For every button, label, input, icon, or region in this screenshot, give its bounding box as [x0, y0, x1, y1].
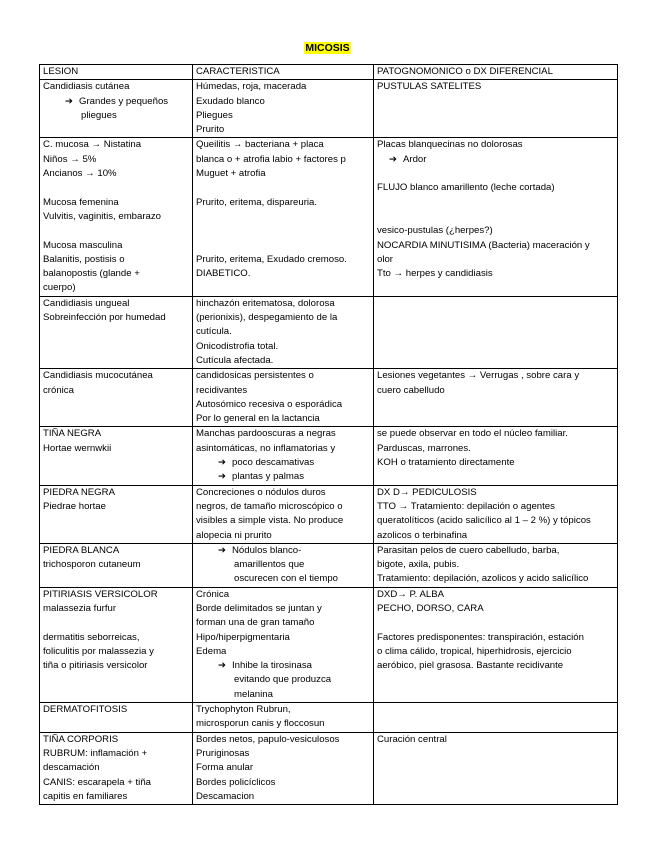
cell-text: DXD→ P. ALBA — [377, 588, 445, 600]
cell-text: Candidiasis ungueal — [43, 297, 130, 309]
cell-text: Borde delimitados se juntan y — [196, 602, 322, 614]
table-row — [40, 703, 618, 733]
cell-line — [196, 456, 370, 470]
cell-text: forman una de gran tamaño — [196, 617, 315, 629]
cell-text: negros, de tamaño microscópico o — [196, 500, 343, 512]
lesion-cell — [40, 703, 193, 733]
cell-line — [196, 80, 370, 94]
cell-line — [43, 602, 189, 616]
cell-text: Por lo general en la lactancia — [196, 413, 320, 425]
cell-text: CANIS: escarapela + tiña — [43, 776, 151, 788]
cell-line — [43, 153, 189, 167]
patognomonico-cell — [374, 543, 618, 587]
cell-line — [43, 544, 189, 558]
cell-line — [43, 369, 189, 383]
cell-line — [43, 253, 189, 267]
table-row — [40, 587, 618, 702]
cell-text: PIEDRA BLANCA — [43, 544, 120, 556]
arrow-right-icon: ➔ — [218, 471, 227, 483]
cell-line — [196, 500, 370, 514]
cell-text: hinchazón eritematosa, dolorosa — [196, 297, 335, 309]
cell-text: Bordes policíclicos — [196, 776, 276, 788]
cell-text: Vulvitis, vaginitis, embarazo — [43, 210, 162, 222]
cell-line — [196, 340, 370, 354]
cell-line — [196, 486, 370, 500]
cell-line — [43, 761, 189, 775]
cell-line — [377, 645, 614, 659]
cell-line — [43, 659, 189, 673]
cell-line — [43, 267, 189, 281]
cell-line — [196, 544, 370, 558]
cell-line — [377, 384, 614, 398]
cell-text: Candidiasis mucocutánea — [43, 370, 153, 382]
patognomonico-cell — [374, 80, 618, 138]
cell-line — [43, 80, 189, 94]
cell-text: Húmedas, roja, macerada — [196, 81, 307, 93]
lesion-cell — [40, 296, 193, 368]
cell-line — [43, 500, 189, 514]
cell-text: Forma anular — [196, 762, 254, 774]
cell-text: Cutícula afectada. — [196, 354, 274, 366]
cell-line — [196, 153, 370, 167]
cell-text: descamación — [43, 762, 100, 774]
cell-line — [377, 659, 614, 673]
lesion-cell — [40, 587, 193, 702]
cell-text: Edema — [196, 645, 227, 657]
cell-text: Sobreinfección por humedad — [43, 312, 166, 324]
blank-line — [43, 224, 189, 238]
cell-line — [43, 311, 189, 325]
cell-text: DERMATOFITOSIS — [43, 704, 128, 716]
cell-line — [377, 181, 614, 195]
blank-line — [43, 181, 189, 195]
lesion-cell — [40, 427, 193, 485]
cell-text: evitando que produzca — [234, 674, 332, 686]
cell-line — [43, 776, 189, 790]
patognomonico-cell — [374, 485, 618, 543]
blank-line — [196, 181, 370, 195]
cell-text: crónica — [43, 384, 74, 396]
cell-line — [196, 631, 370, 645]
cell-text: cuero cabelludo — [377, 384, 445, 396]
cell-text: Parasitan pelos de cuero cabelludo, barba, — [377, 544, 560, 556]
cell-line — [377, 500, 614, 514]
blank-line — [377, 210, 614, 224]
caracteristica-cell — [193, 587, 374, 702]
cell-line — [377, 153, 614, 167]
cell-text: azolicos o terbinafina — [377, 529, 468, 541]
lesion-cell — [40, 80, 193, 138]
table-row — [40, 485, 618, 543]
caracteristica-cell — [193, 732, 374, 804]
cell-line — [196, 572, 370, 586]
lesion-cell — [40, 138, 193, 296]
cell-text: Lesiones vegetantes → Verrugas , sobre cara y — [377, 370, 580, 382]
cell-line — [377, 514, 614, 528]
cell-line — [377, 588, 614, 602]
blank-line — [196, 239, 370, 253]
cell-line — [196, 123, 370, 137]
cell-text: FLUJO blanco amarillento (leche cortada) — [377, 182, 555, 194]
cell-line — [43, 196, 189, 210]
cell-line — [377, 456, 614, 470]
cell-text: Ancianos → 10% — [43, 168, 117, 180]
cell-text: queratolíticos (acido salicílico al 1 – 2 %) y tópicos — [377, 515, 591, 527]
cell-line — [196, 776, 370, 790]
cell-text: Placas blanquecinas no dolorosas — [377, 139, 523, 151]
cell-text: cutícula. — [196, 326, 232, 338]
cell-text: dermatitis seborreicas, — [43, 631, 140, 643]
blank-line — [377, 167, 614, 181]
cell-line — [196, 384, 370, 398]
cell-text: alopecia ni prurito — [196, 529, 272, 541]
cell-line — [196, 717, 370, 731]
caracteristica-cell — [193, 703, 374, 733]
cell-line — [43, 384, 189, 398]
cell-line — [377, 558, 614, 572]
arrow-right-icon: ➔ — [389, 153, 398, 165]
cell-line — [196, 588, 370, 602]
cell-line — [196, 645, 370, 659]
cell-text: Hipo/hiperpigmentaria — [196, 631, 290, 643]
cell-line — [377, 138, 614, 152]
cell-text: PITIRIASIS VERSICOLOR — [43, 588, 158, 600]
cell-line — [196, 703, 370, 717]
cell-text: foliculitis por malassezia y — [43, 645, 154, 657]
cell-text: Nódulos blanco- — [232, 544, 302, 556]
cell-text: Prurito, eritema, dispareuria. — [196, 196, 318, 208]
cell-text: TTO → Tratamiento: depilación o agentes — [377, 500, 555, 512]
blank-line — [377, 196, 614, 210]
cell-line — [196, 427, 370, 441]
lesion-cell — [40, 369, 193, 427]
cell-text: malassezia furfur — [43, 602, 117, 614]
cell-line — [43, 588, 189, 602]
cell-text: Onicodistrofia total. — [196, 340, 279, 352]
cell-line — [43, 733, 189, 747]
caracteristica-cell — [193, 138, 374, 296]
cell-line — [43, 210, 189, 224]
table-row — [40, 80, 618, 138]
cell-text: Manchas pardooscuras a negras — [196, 428, 336, 440]
header-patognomonico: PATOGNOMONICO o DX DIFERENCIAL — [374, 65, 618, 80]
cell-line — [43, 442, 189, 456]
cell-line — [196, 167, 370, 181]
table-row — [40, 427, 618, 485]
cell-text: PUSTULAS SATELITES — [377, 81, 482, 93]
cell-text: Ardor — [403, 153, 427, 165]
cell-text: cuerpo) — [43, 282, 76, 294]
cell-text: (perionixis), despegamiento de la — [196, 312, 338, 324]
patognomonico-cell — [374, 427, 618, 485]
cell-line — [196, 733, 370, 747]
table-header-row — [40, 65, 618, 80]
caracteristica-cell — [193, 427, 374, 485]
cell-line — [196, 311, 370, 325]
cell-text: RUBRUM: inflamación + — [43, 747, 148, 759]
cell-text: PECHO, DORSO, CARA — [377, 602, 484, 614]
cell-text: Inhibe la tirosinasa — [232, 660, 312, 672]
cell-line — [196, 138, 370, 152]
cell-text: oscurecen con el tiempo — [234, 573, 338, 585]
cell-text: KOH o tratamiento directamente — [377, 457, 515, 469]
cell-line — [377, 80, 614, 94]
caracteristica-cell — [193, 80, 374, 138]
cell-text: capitis en familiares — [43, 790, 128, 802]
cell-line — [43, 631, 189, 645]
cell-text: Piedrae hortae — [43, 500, 106, 512]
cell-text: DIABETICO. — [196, 268, 251, 280]
cell-text: TIÑA NEGRA — [43, 428, 102, 440]
cell-line — [196, 673, 370, 687]
cell-text: C. mucosa → Nistatina — [43, 139, 142, 151]
cell-text: Parduscas, marrones. — [377, 442, 471, 454]
cell-line — [196, 529, 370, 543]
cell-line — [377, 267, 614, 281]
patognomonico-cell — [374, 138, 618, 296]
cell-line — [377, 529, 614, 543]
cell-text: Exudado blanco — [196, 95, 265, 107]
cell-text: TIÑA CORPORIS — [43, 733, 119, 745]
cell-text: Candidiasis cutánea — [43, 81, 130, 93]
cell-line — [196, 95, 370, 109]
cell-text: bigote, axila, pubis. — [377, 559, 460, 571]
cell-line — [196, 325, 370, 339]
cell-text: o clima cálido, tropical, hiperhidrosis, ejercicio — [377, 645, 572, 657]
header-caracteristica: CARACTERISTICA — [193, 65, 374, 80]
cell-text: Queilitis → bacteriana + placa — [196, 139, 324, 151]
cell-line — [196, 616, 370, 630]
cell-text: se puede observar en todo el núcleo familiar. — [377, 428, 568, 440]
blank-line — [196, 210, 370, 224]
cell-line — [43, 645, 189, 659]
document-title-wrap — [0, 38, 655, 56]
cell-text: Factores predisponentes: transpiración, estación — [377, 631, 584, 643]
cell-text: tiña o pitiriasis versicolor — [43, 660, 148, 672]
patognomonico-cell — [374, 587, 618, 702]
cell-text: Balanitis, postisis o — [43, 253, 125, 265]
cell-text: pliegues — [81, 109, 117, 121]
lesion-cell — [40, 485, 193, 543]
cell-line — [377, 253, 614, 267]
cell-text: aeróbico, piel grasosa. Bastante recidivante — [377, 660, 564, 672]
cell-text: vesico-pustulas (¿herpes?) — [377, 225, 493, 237]
cell-line — [43, 95, 189, 109]
cell-text: blanca o + atrofia labio + factores p — [196, 153, 346, 165]
cell-line — [377, 427, 614, 441]
cell-text: recidivantes — [196, 384, 248, 396]
cell-line — [196, 109, 370, 123]
cell-line — [196, 602, 370, 616]
header-lesion: LESION — [40, 65, 193, 80]
cell-text: olor — [377, 253, 393, 265]
cell-text: Prurito, eritema, Exudado cremoso. — [196, 253, 347, 265]
cell-line — [196, 267, 370, 281]
cell-text: trichosporon cutaneum — [43, 559, 141, 571]
cell-text: candidosicas persistentes o — [196, 370, 314, 382]
table-row — [40, 138, 618, 296]
cell-line — [43, 558, 189, 572]
cell-line — [377, 239, 614, 253]
patognomonico-cell — [374, 703, 618, 733]
cell-line — [377, 224, 614, 238]
cell-text: amarillentos que — [234, 559, 305, 571]
cell-line — [43, 138, 189, 152]
cell-text: Curación central — [377, 733, 447, 745]
cell-text: DX D→ PEDICULOSIS — [377, 486, 477, 498]
cell-line — [377, 631, 614, 645]
caracteristica-cell — [193, 369, 374, 427]
cell-text: plantas y palmas — [232, 471, 304, 483]
table-row — [40, 543, 618, 587]
cell-text: Descamacion — [196, 790, 255, 802]
cell-line — [196, 369, 370, 383]
arrow-right-icon: ➔ — [218, 457, 227, 469]
cell-line — [196, 442, 370, 456]
cell-line — [43, 703, 189, 717]
cell-line — [43, 109, 189, 123]
cell-line — [196, 761, 370, 775]
cell-text: Crónica — [196, 588, 230, 600]
cell-line — [43, 427, 189, 441]
patognomonico-cell — [374, 296, 618, 368]
cell-line — [196, 514, 370, 528]
cell-text: Pliegues — [196, 109, 233, 121]
cell-line — [377, 369, 614, 383]
cell-text: Autosómico recesiva o esporádica — [196, 398, 343, 410]
cell-line — [43, 239, 189, 253]
arrow-right-icon: ➔ — [65, 95, 74, 107]
cell-line — [43, 486, 189, 500]
cell-text: PIEDRA NEGRA — [43, 486, 115, 498]
cell-line — [196, 470, 370, 484]
cell-text: Mucosa femenina — [43, 196, 119, 208]
cell-text: Muguet + atrofia — [196, 168, 266, 180]
cell-line — [377, 733, 614, 747]
patognomonico-cell — [374, 732, 618, 804]
cell-line — [196, 558, 370, 572]
cell-line — [377, 544, 614, 558]
cell-text: Tratamiento: depilación, azolicos y acido salicílico — [377, 573, 589, 585]
cell-text: Prurito — [196, 124, 225, 136]
cell-line — [196, 790, 370, 804]
cell-line — [377, 602, 614, 616]
cell-text: Bordes netos, papulo-vesiculosos — [196, 733, 340, 745]
caracteristica-cell — [193, 296, 374, 368]
cell-text: Trychophyton Rubrun, — [196, 704, 291, 716]
cell-line — [196, 747, 370, 761]
cell-text: Grandes y pequeños — [79, 95, 169, 107]
cell-line — [43, 747, 189, 761]
cell-line — [377, 486, 614, 500]
cell-line — [196, 297, 370, 311]
cell-line — [43, 167, 189, 181]
cell-line — [43, 790, 189, 804]
micosis-table — [39, 64, 618, 805]
cell-line — [377, 572, 614, 586]
cell-line — [377, 442, 614, 456]
document-title: MICOSIS — [305, 42, 350, 54]
cell-line — [196, 659, 370, 673]
cell-text: poco descamativas — [232, 457, 315, 469]
cell-line — [196, 196, 370, 210]
cell-text: visibles a simple vista. No produce — [196, 515, 344, 527]
table-row — [40, 732, 618, 804]
cell-text: NOCARDIA MINUTISIMA (Bacteria) maceración y — [377, 239, 590, 251]
cell-text: Tto → herpes y candidiasis — [377, 268, 493, 280]
cell-line — [196, 688, 370, 702]
cell-line — [196, 354, 370, 368]
lesion-cell — [40, 732, 193, 804]
cell-text: Mucosa masculina — [43, 239, 123, 251]
arrow-right-icon: ➔ — [218, 544, 227, 556]
cell-line — [196, 398, 370, 412]
blank-line — [377, 616, 614, 630]
cell-text: balanopostis (glande + — [43, 268, 140, 280]
arrow-right-icon: ➔ — [218, 660, 227, 672]
cell-text: Hortae wernwkii — [43, 442, 112, 454]
cell-text: Niños → 5% — [43, 153, 97, 165]
cell-line — [43, 281, 189, 295]
cell-text: Concreciones o nódulos duros — [196, 486, 326, 498]
cell-text: asintomáticas, no inflamatorias y — [196, 442, 336, 454]
table-row — [40, 369, 618, 427]
cell-line — [43, 297, 189, 311]
blank-line — [43, 616, 189, 630]
cell-line — [196, 412, 370, 426]
patognomonico-cell — [374, 369, 618, 427]
cell-text: Pruriginosas — [196, 747, 250, 759]
lesion-cell — [40, 543, 193, 587]
caracteristica-cell — [193, 485, 374, 543]
table-row — [40, 296, 618, 368]
cell-line — [196, 253, 370, 267]
cell-text: melanina — [234, 688, 273, 700]
cell-text: microsporun canis y floccosun — [196, 718, 325, 730]
blank-line — [196, 224, 370, 238]
caracteristica-cell — [193, 543, 374, 587]
